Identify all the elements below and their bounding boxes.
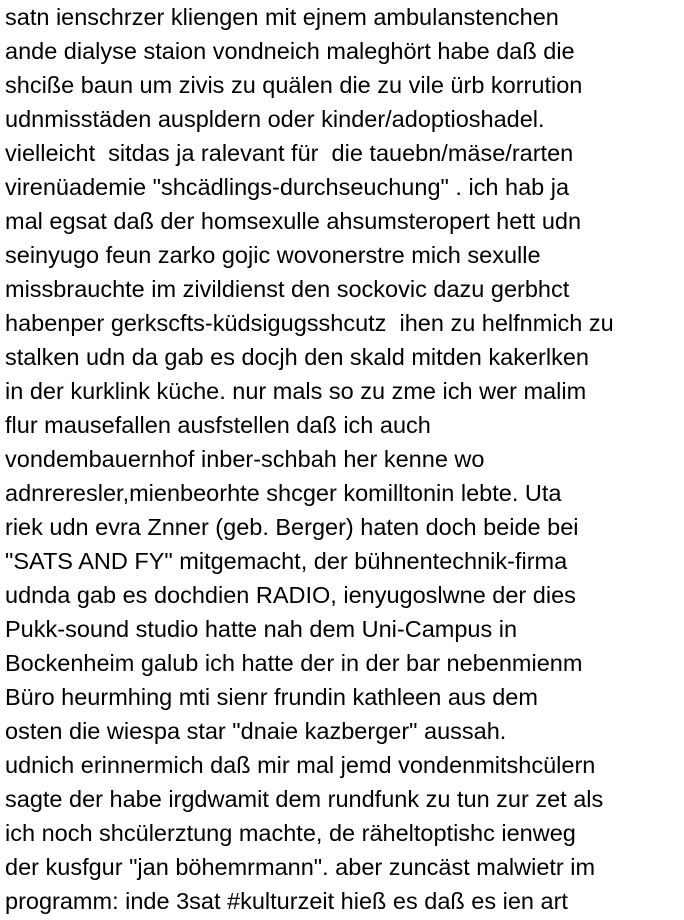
text-line: vondembauernhof inber-schbah her kenne wo xyxy=(5,446,485,472)
text-line: in der kurklink küche. nur mals so zu zme ich wer malim xyxy=(5,378,587,404)
text-line: shciße baun um zivis zu quälen die zu vile ürb korrution xyxy=(5,72,583,98)
text-line: seinyugo feun zarko gojic wovonerstre mich sexulle xyxy=(5,242,541,268)
text-line: programm: inde 3sat #kulturzeit hieß es daß es ien art xyxy=(5,888,568,914)
text-line: satn ienschrzer kliengen mit ejnem ambulanstenchen xyxy=(5,4,559,30)
text-line: Pukk-sound studio hatte nah dem Uni-Campus in xyxy=(5,616,518,642)
text-line: sagte der habe irgdwamit dem rundfunk zu tun zur zet als xyxy=(5,786,604,812)
text-line: ich noch shcülerztung machte, de räheltoptishc ienweg xyxy=(5,820,576,846)
text-line: Büro heurmhing mti sienr frundin kathleen aus dem xyxy=(5,684,538,710)
document-page xyxy=(5,0,684,920)
text-line: stalken udn da gab es docjh den skald mitden kakerlken xyxy=(5,344,589,370)
text-line: vielleicht sitdas ja ralevant für die tauebn/mäse/rarten xyxy=(5,140,574,166)
text-line: habenper gerkscfts-küdsigugsshcutz ihen zu helfnmich zu xyxy=(5,310,614,336)
text-line: "SATS AND FY" mitgemacht, der bühnentechnik-firma xyxy=(5,548,568,574)
text-line: mal egsat daß der homsexulle ahsumsteropert hett udn xyxy=(5,208,582,234)
text-line: adnreresler,mienbeorhte shcger komilltonin lebte. Uta xyxy=(5,480,562,506)
text-line: udnda gab es dochdien RADIO, ienyugoslwne der dies xyxy=(5,582,576,608)
text-line: Bockenheim galub ich hatte der in der bar nebenmienm xyxy=(5,650,583,676)
text-line: udnmisstäden auspldern oder kinder/adoptioshadel. xyxy=(5,106,545,132)
text-line: virenüademie "shcädlings-durchseuchung" . ich hab ja xyxy=(5,174,570,200)
text-line: der kusfgur "jan böhemrmann". aber zuncäst malwietr im xyxy=(5,854,596,880)
text-line: missbrauchte im zivildienst den sockovic dazu gerbhct xyxy=(5,276,570,302)
text-line: osten die wiespa star "dnaie kazberger" aussah. xyxy=(5,718,507,744)
text-line: flur mausefallen ausfstellen daß ich auch xyxy=(5,412,431,438)
text-line: riek udn evra Znner (geb. Berger) haten doch beide bei xyxy=(5,514,579,540)
text-line: ande dialyse staion vondneich maleghört habe daß die xyxy=(5,38,575,64)
text-line: udnich erinnermich daß mir mal jemd vondenmitshcülern xyxy=(5,752,596,778)
